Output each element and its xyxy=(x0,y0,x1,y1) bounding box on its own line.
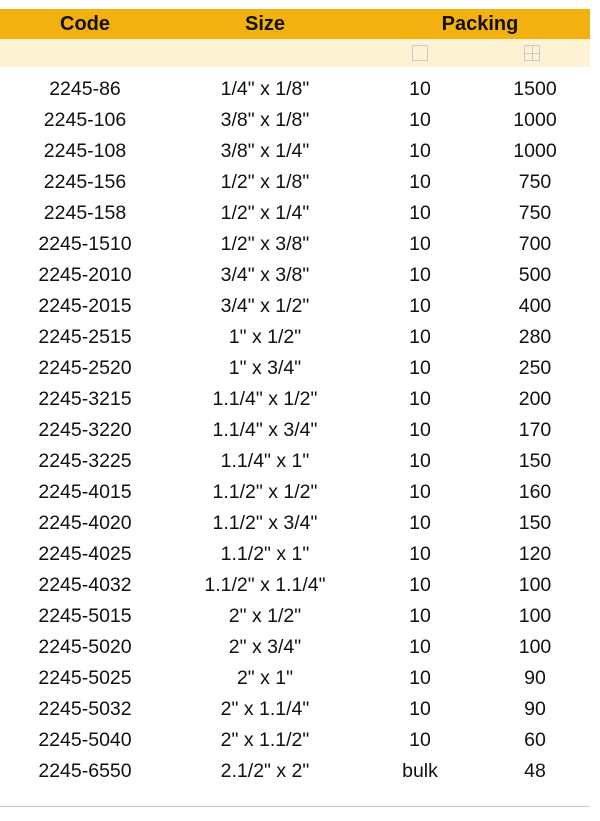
cell-code: 2245-3215 xyxy=(38,388,132,410)
outer-box-icon xyxy=(524,45,540,61)
cell-inner-pack: 10 xyxy=(409,326,431,348)
cell-inner-pack: 10 xyxy=(409,171,431,193)
cell-size: 2" x 3/4" xyxy=(228,636,302,658)
table-row xyxy=(0,663,590,694)
cell-size: 3/4" x 1/2" xyxy=(220,295,310,317)
cell-inner-pack: bulk xyxy=(402,760,438,782)
cell-code: 2245-108 xyxy=(43,140,127,162)
cell-inner-pack: 10 xyxy=(409,698,431,720)
cell-code: 2245-6550 xyxy=(38,760,132,782)
cell-inner-pack: 10 xyxy=(409,202,431,224)
cell-code: 2245-5015 xyxy=(38,605,132,627)
cell-code: 2245-156 xyxy=(43,171,127,193)
cell-code: 2245-158 xyxy=(43,202,127,224)
table-row xyxy=(0,105,590,136)
cell-outer-pack: 90 xyxy=(524,698,546,720)
cell-outer-pack: 150 xyxy=(518,450,552,472)
cell-inner-pack: 10 xyxy=(409,264,431,286)
table-row xyxy=(0,384,590,415)
cell-size: 3/4" x 3/8" xyxy=(220,264,310,286)
cell-code: 2245-5032 xyxy=(38,698,132,720)
cell-size: 1/4" x 1/8" xyxy=(220,78,310,100)
cell-outer-pack: 100 xyxy=(518,574,552,596)
packing-subheader xyxy=(0,39,590,67)
cell-inner-pack: 10 xyxy=(409,357,431,379)
table-row xyxy=(0,291,590,322)
table-row xyxy=(0,694,590,725)
cell-inner-pack: 10 xyxy=(409,450,431,472)
cell-size: 3/8" x 1/8" xyxy=(220,109,310,131)
cell-size: 2.1/2" x 2" xyxy=(220,760,310,782)
cell-inner-pack: 10 xyxy=(409,667,431,689)
table-row xyxy=(0,415,590,446)
table-row xyxy=(0,539,590,570)
cell-inner-pack: 10 xyxy=(409,233,431,255)
cell-outer-pack: 1500 xyxy=(513,78,557,100)
column-header-size: Size xyxy=(244,13,286,35)
cell-inner-pack: 10 xyxy=(409,388,431,410)
table-row xyxy=(0,229,590,260)
cell-size: 1.1/2" x 1" xyxy=(220,543,310,565)
cell-inner-pack: 10 xyxy=(409,574,431,596)
cell-inner-pack: 10 xyxy=(409,543,431,565)
cell-inner-pack: 10 xyxy=(409,419,431,441)
cell-code: 2245-2015 xyxy=(38,295,132,317)
cell-outer-pack: 400 xyxy=(518,295,552,317)
cell-outer-pack: 1000 xyxy=(513,140,557,162)
table-row xyxy=(0,632,590,663)
cell-code: 2245-1510 xyxy=(38,233,132,255)
cell-inner-pack: 10 xyxy=(409,512,431,534)
table-row xyxy=(0,322,590,353)
cell-inner-pack: 10 xyxy=(409,109,431,131)
cell-size: 1/2" x 1/8" xyxy=(220,171,310,193)
cell-size: 1.1/2" x 1.1/4" xyxy=(204,574,326,596)
cell-outer-pack: 100 xyxy=(518,605,552,627)
cell-inner-pack: 10 xyxy=(409,636,431,658)
cell-outer-pack: 90 xyxy=(524,667,546,689)
cell-inner-pack: 10 xyxy=(409,295,431,317)
cell-size: 1/2" x 3/8" xyxy=(220,233,310,255)
table-body xyxy=(0,74,590,787)
table-row xyxy=(0,260,590,291)
cell-code: 2245-2520 xyxy=(38,357,132,379)
cell-size: 3/8" x 1/4" xyxy=(220,140,310,162)
cell-size: 2" x 1" xyxy=(236,667,294,689)
cell-code: 2245-3220 xyxy=(38,419,132,441)
table-row xyxy=(0,167,590,198)
table-row xyxy=(0,136,590,167)
cell-code: 2245-5040 xyxy=(38,729,132,751)
cell-outer-pack: 700 xyxy=(518,233,552,255)
cell-inner-pack: 10 xyxy=(409,729,431,751)
cell-size: 2" x 1/2" xyxy=(228,605,302,627)
cell-inner-pack: 10 xyxy=(409,605,431,627)
cell-outer-pack: 250 xyxy=(518,357,552,379)
cell-size: 1" x 3/4" xyxy=(228,357,302,379)
table-row xyxy=(0,725,590,756)
cell-outer-pack: 170 xyxy=(518,419,552,441)
cell-size: 1.1/4" x 1/2" xyxy=(212,388,318,410)
cell-outer-pack: 1000 xyxy=(513,109,557,131)
table-row xyxy=(0,570,590,601)
table-row xyxy=(0,446,590,477)
cell-code: 2245-4015 xyxy=(38,481,132,503)
cell-outer-pack: 280 xyxy=(518,326,552,348)
cell-code: 2245-5020 xyxy=(38,636,132,658)
cell-code: 2245-2515 xyxy=(38,326,132,348)
cell-inner-pack: 10 xyxy=(409,78,431,100)
cell-size: 1.1/4" x 1" xyxy=(220,450,310,472)
cell-outer-pack: 160 xyxy=(518,481,552,503)
cell-outer-pack: 60 xyxy=(524,729,546,751)
cell-size: 1.1/4" x 3/4" xyxy=(212,419,318,441)
cell-outer-pack: 200 xyxy=(518,388,552,410)
inner-box-icon xyxy=(412,45,428,61)
table-bottom-rule xyxy=(0,806,590,807)
table-row xyxy=(0,477,590,508)
cell-size: 2" x 1.1/2" xyxy=(220,729,310,751)
cell-outer-pack: 750 xyxy=(518,171,552,193)
cell-size: 1" x 1/2" xyxy=(228,326,302,348)
cell-outer-pack: 48 xyxy=(524,760,546,782)
cell-size: 2" x 1.1/4" xyxy=(220,698,310,720)
table-row xyxy=(0,74,590,105)
cell-code: 2245-4032 xyxy=(38,574,132,596)
table-header xyxy=(0,9,590,39)
table-row xyxy=(0,353,590,384)
cell-code: 2245-5025 xyxy=(38,667,132,689)
cell-outer-pack: 150 xyxy=(518,512,552,534)
table-row xyxy=(0,198,590,229)
cell-outer-pack: 120 xyxy=(518,543,552,565)
cell-code: 2245-86 xyxy=(49,78,121,100)
table-row xyxy=(0,508,590,539)
cell-outer-pack: 100 xyxy=(518,636,552,658)
cell-size: 1/2" x 1/4" xyxy=(220,202,310,224)
column-header-packing: Packing xyxy=(441,13,519,35)
cell-code: 2245-3225 xyxy=(38,450,132,472)
cell-code: 2245-4025 xyxy=(38,543,132,565)
cell-size: 1.1/2" x 3/4" xyxy=(212,512,318,534)
cell-inner-pack: 10 xyxy=(409,481,431,503)
column-header-code: Code xyxy=(60,13,110,35)
cell-inner-pack: 10 xyxy=(409,140,431,162)
table-row xyxy=(0,601,590,632)
cell-code: 2245-4020 xyxy=(38,512,132,534)
cell-outer-pack: 750 xyxy=(518,202,552,224)
cell-outer-pack: 500 xyxy=(518,264,552,286)
cell-code: 2245-106 xyxy=(43,109,127,131)
cell-code: 2245-2010 xyxy=(38,264,132,286)
cell-size: 1.1/2" x 1/2" xyxy=(212,481,318,503)
table-row xyxy=(0,756,590,787)
